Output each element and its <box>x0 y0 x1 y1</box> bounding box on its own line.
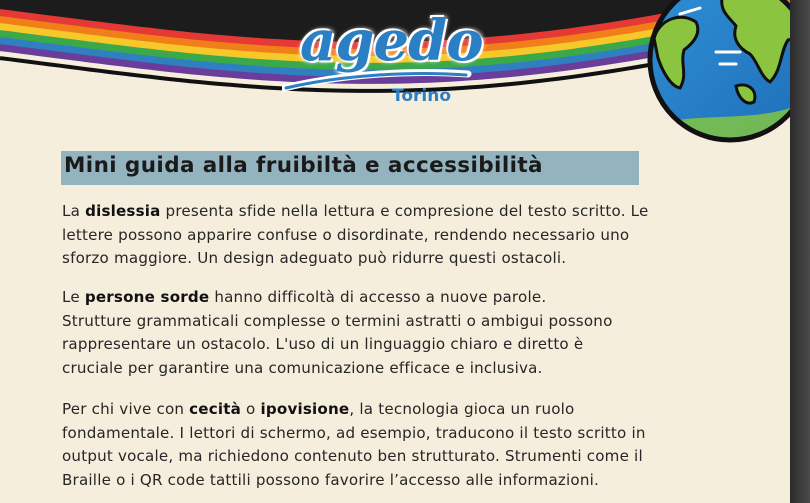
text-run: fondamentale. I lettori di schermo, ad esempio, traducono il testo scritto in <box>62 423 646 442</box>
text-run: rappresentare un ostacolo. L'uso di un linguaggio chiaro e diretto è <box>62 335 584 353</box>
guide-title-highlight <box>61 151 639 185</box>
text-run: output vocale, ma richiedono contenuto ben strutturato. Strumenti come il <box>62 447 643 465</box>
text-run: sforzo maggiore. Un design adeguato può ridurre questi ostacoli. <box>62 249 567 267</box>
text-run: o <box>241 400 261 418</box>
logo-wordmark: agedo <box>300 8 483 74</box>
text-run: Per chi vive con <box>62 400 190 418</box>
text-line <box>62 357 752 381</box>
text-line <box>62 469 752 493</box>
earth-globe-icon <box>640 0 790 148</box>
paragraph-deaf <box>62 286 752 380</box>
bold-term: ipovisione <box>260 400 350 418</box>
text-run: , la tecnologia gioca un ruolo <box>349 400 575 418</box>
text-line <box>62 398 752 422</box>
text-run: Braille o i QR code tattili possono favorire l’accesso alle informazioni. <box>62 470 600 489</box>
text-run: presenta sfide nella lettura e compresione del testo scritto. Le <box>160 202 649 220</box>
text-line <box>62 247 752 271</box>
text-run: Le <box>62 288 85 306</box>
agedo-logo <box>282 8 483 112</box>
text-line <box>62 310 752 334</box>
text-run: hanno difficoltà di accesso a nuove parole. <box>209 288 547 306</box>
text-run: cruciale per garantire una comunicazione efficace e inclusiva. <box>62 358 543 377</box>
viewer-edge <box>790 0 810 503</box>
text-line <box>62 422 752 446</box>
bold-term: persone sorde <box>84 288 210 306</box>
logo-city: Torino <box>392 86 452 106</box>
text-run: lettere possono apparire confuse o disordinate, rendendo necessario uno <box>62 225 630 244</box>
bold-term: cecità <box>189 400 242 418</box>
text-line <box>62 445 752 469</box>
text-line <box>62 224 752 248</box>
bold-term: dislessia <box>85 202 161 220</box>
paragraph-dyslexia <box>62 200 752 271</box>
text-line <box>62 333 752 357</box>
text-run: Strutture grammaticali complesse o termini astratti o ambigui possono <box>62 311 613 330</box>
page-title: Mini guida alla fruibiltà e accessibilità <box>64 153 543 178</box>
text-line <box>62 286 752 310</box>
text-run: La <box>62 202 86 220</box>
paragraph-blindness <box>62 398 752 492</box>
text-line <box>62 200 752 224</box>
